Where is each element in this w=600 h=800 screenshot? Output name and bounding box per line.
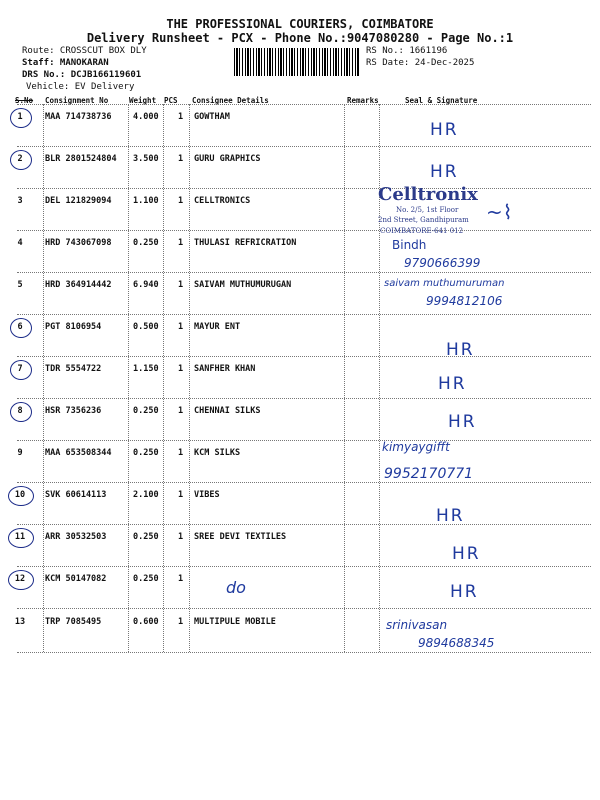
- row-weight: 4.000: [133, 112, 159, 122]
- signature-phone: 9994812106: [426, 294, 503, 308]
- row-weight: 0.250: [133, 238, 159, 248]
- row-weight: 3.500: [133, 154, 159, 164]
- signature-phone: 9952170771: [384, 466, 474, 482]
- row-consignee: THULASI REFRICRATION: [194, 238, 297, 248]
- row-divider: [17, 356, 591, 357]
- signature-name: Bindh: [392, 238, 427, 252]
- signature-name: srinivasan: [386, 618, 448, 632]
- column-divider: [189, 104, 190, 652]
- row-sno: 13: [14, 617, 26, 627]
- row-consignment: PGT 8106954: [45, 322, 102, 332]
- row-divider: [17, 608, 591, 609]
- col-remarks: Remarks: [347, 96, 379, 105]
- row-pcs: 1: [178, 238, 184, 248]
- row-pcs: 1: [178, 154, 184, 164]
- barcode: [234, 48, 360, 76]
- row-pcs: 1: [178, 112, 184, 122]
- signature-hr: HR: [438, 374, 467, 394]
- company-stamp-line: 2nd Street, Gandhipuram: [378, 216, 469, 224]
- row-divider: [17, 566, 591, 567]
- row-pcs: 1: [178, 532, 184, 542]
- row-divider: [17, 652, 591, 653]
- column-divider: [344, 104, 345, 652]
- signature-hr: HR: [450, 582, 479, 602]
- signature-hr: HR: [448, 412, 477, 432]
- row-consignment: ARR 30532503: [45, 532, 107, 542]
- col-sno: S.No: [15, 96, 34, 105]
- row-divider: [17, 230, 591, 231]
- row-consignee: CELLTRONICS: [194, 196, 251, 206]
- column-divider: [128, 104, 129, 652]
- company-stamp-line: No. 2/5, 1st Floor: [396, 206, 459, 214]
- rs-number: RS No.: 1661196: [366, 46, 448, 56]
- row-sno: 6: [17, 322, 23, 332]
- col-weight: Weight: [129, 96, 157, 105]
- row-pcs: 1: [178, 280, 184, 290]
- signature-hr: HR: [452, 544, 481, 564]
- rs-date: RS Date: 24-Dec-2025: [366, 58, 475, 68]
- row-consignee: GURU GRAPHICS: [194, 154, 261, 164]
- signature-hr: HR: [446, 340, 475, 360]
- row-divider: [17, 440, 591, 441]
- row-consignee: MULTIPULE MOBILE: [194, 617, 276, 627]
- row-pcs: 1: [178, 322, 184, 332]
- row-consignee: SREE DEVI TEXTILES: [194, 532, 287, 542]
- row-consignment: SVK 60614113: [45, 490, 107, 500]
- row-sno: 11: [14, 532, 26, 542]
- signature-scribble: ~⌇: [486, 200, 513, 224]
- signature-phone: 9894688345: [418, 636, 495, 650]
- row-pcs: 1: [178, 448, 184, 458]
- row-consignee: CHENNAI SILKS: [194, 406, 261, 416]
- company-stamp-name: Celltronix: [378, 184, 478, 205]
- signature-name: kimyaygifft: [382, 440, 450, 454]
- row-pcs: 1: [178, 364, 184, 374]
- row-weight: 1.100: [133, 196, 159, 206]
- row-consignment: TDR 5554722: [45, 364, 102, 374]
- signature-hr: HR: [436, 506, 465, 526]
- route-label: Route: CROSSCUT BOX DLY: [22, 46, 147, 56]
- row-weight: 0.500: [133, 322, 159, 332]
- company-stamp-line: COIMBATORE-641 012: [380, 227, 464, 235]
- row-sno: 4: [17, 238, 23, 248]
- company-title: THE PROFESSIONAL COURIERS, COIMBATORE: [166, 17, 434, 31]
- row-divider: [17, 146, 591, 147]
- column-divider: [163, 104, 164, 652]
- row-weight: 0.250: [133, 532, 159, 542]
- row-consignee: SANFHER KHAN: [194, 364, 256, 374]
- row-consignee: GOWTHAM: [194, 112, 230, 122]
- row-sno: 7: [17, 364, 23, 374]
- row-pcs: 1: [178, 617, 184, 627]
- header-divider: [17, 104, 591, 105]
- row-weight: 1.150: [133, 364, 159, 374]
- row-pcs: 1: [178, 574, 184, 584]
- row-sno: 9: [17, 448, 23, 458]
- row-sno: 2: [17, 154, 23, 164]
- row-sno: 3: [17, 196, 23, 206]
- row-consignment: TRP 7085495: [45, 617, 102, 627]
- row-consignee: VIBES: [194, 490, 220, 500]
- row-consignment: MAA 653508344: [45, 448, 112, 458]
- row-divider: [17, 188, 591, 189]
- row-weight: 0.250: [133, 574, 159, 584]
- row-weight: 6.940: [133, 280, 159, 290]
- row-divider: [17, 272, 591, 273]
- row-consignment: MAA 714738736: [45, 112, 112, 122]
- signature-name: saivam muthumuruman: [384, 278, 505, 289]
- row-divider: [17, 314, 591, 315]
- row-sno: 8: [17, 406, 23, 416]
- row-sno: 10: [14, 490, 26, 500]
- col-consignee: Consignee Details: [192, 96, 269, 105]
- row-weight: 2.100: [133, 490, 159, 500]
- vehicle-label: Vehicle: EV Delivery: [26, 82, 135, 92]
- row-sno: 5: [17, 280, 23, 290]
- col-seal: Seal & Signature: [405, 96, 478, 105]
- drs-label: DRS No.: DCJB166119601: [22, 70, 142, 80]
- row-weight: 0.250: [133, 406, 159, 416]
- row-pcs: 1: [178, 406, 184, 416]
- signature-hr: HR: [430, 162, 459, 182]
- runsheet-subtitle: Delivery Runsheet - PCX - Phone No.:9047080280 - Page No.:1: [86, 31, 514, 45]
- signature-phone: 9790666399: [404, 256, 481, 270]
- row-pcs: 1: [178, 196, 184, 206]
- staff-label: Staff: MANOKARAN: [22, 58, 109, 68]
- row-consignee: MAYUR ENT: [194, 322, 241, 332]
- col-consignment: Consignment No: [45, 96, 109, 105]
- row-consignee: KCM SILKS: [194, 448, 241, 458]
- row-divider: [17, 524, 591, 525]
- row-consignment: BLR 2801524804: [45, 154, 117, 164]
- row-divider: [17, 482, 591, 483]
- row-sno: 12: [14, 574, 26, 584]
- row-consignment: KCM 50147082: [45, 574, 107, 584]
- column-divider: [43, 104, 44, 652]
- row-weight: 0.600: [133, 617, 159, 627]
- row-consignment: HRD 364914442: [45, 280, 112, 290]
- col-pcs: PCS: [164, 96, 178, 105]
- row-sno: 1: [17, 112, 23, 122]
- row-pcs: 1: [178, 490, 184, 500]
- row-consignment: HRD 743067098: [45, 238, 112, 248]
- row-divider: [17, 398, 591, 399]
- row-consignment: DEL 121829094: [45, 196, 112, 206]
- row-weight: 0.250: [133, 448, 159, 458]
- row-consignment: HSR 7356236: [45, 406, 102, 416]
- handwritten-mark: do: [226, 578, 246, 597]
- signature-hr: HR: [430, 120, 459, 140]
- row-consignee: SAIVAM MUTHUMURUGAN: [194, 280, 292, 290]
